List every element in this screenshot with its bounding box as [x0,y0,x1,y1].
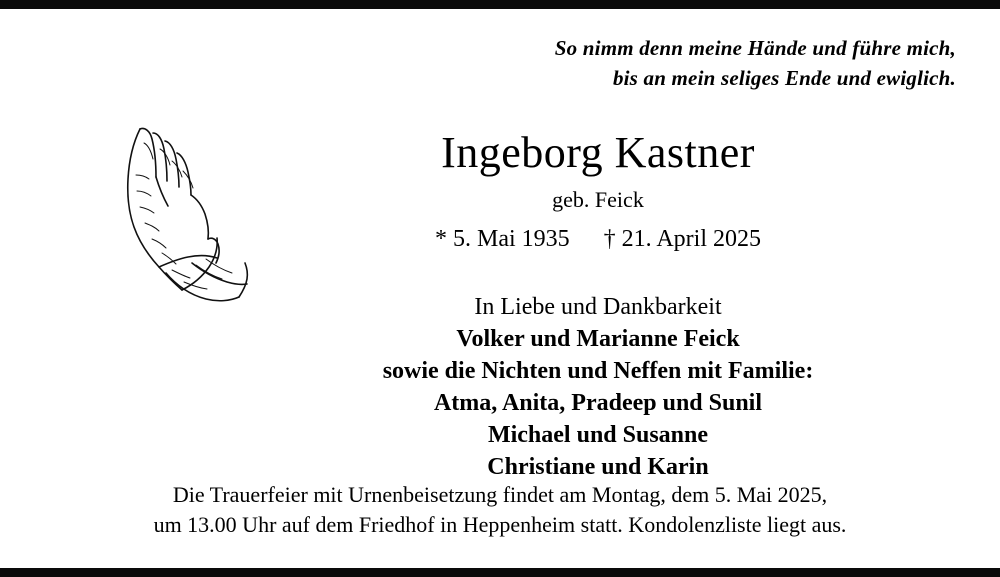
service-line-2: um 13.00 Uhr auf dem Friedhof in Heppenheim statt. Kondolenzliste liegt aus. [153,512,847,537]
verse-line-2: bis an mein seliges Ende und ewiglich. [612,66,956,90]
deceased-name: Ingeborg Kastner [441,128,755,177]
mourner-line: Volker und Marianne Feick [456,326,740,352]
mourner-line: Michael und Susanne [487,422,709,448]
obituary-inner [0,9,1000,568]
death-date: † 21. April 2025 [603,226,761,252]
verse-line-1: So nimm denn meine Hände und führe mich, [554,36,956,60]
mourner-line: sowie die Nichten und Neffen mit Familie: [382,358,814,384]
mourners-block [236,291,960,483]
service-line-1: Die Trauerfeier mit Urnenbeisetzung findet am Montag, dem 5. Mai 2025, [172,482,828,507]
life-dates [236,223,960,255]
obituary-content [236,127,960,483]
birth-date: * 5. Mai 1935 [434,226,570,252]
mourners-intro: In Liebe und Dankbarkeit [474,294,722,320]
deceased-birth-name: geb. Feick [552,187,644,212]
praying-hands-icon [96,113,256,303]
mourner-line: Atma, Anita, Pradeep und Sunil [433,390,763,416]
verse-block [555,33,956,93]
service-details [40,480,960,540]
mourner-line: Christiane und Karin [487,454,709,480]
